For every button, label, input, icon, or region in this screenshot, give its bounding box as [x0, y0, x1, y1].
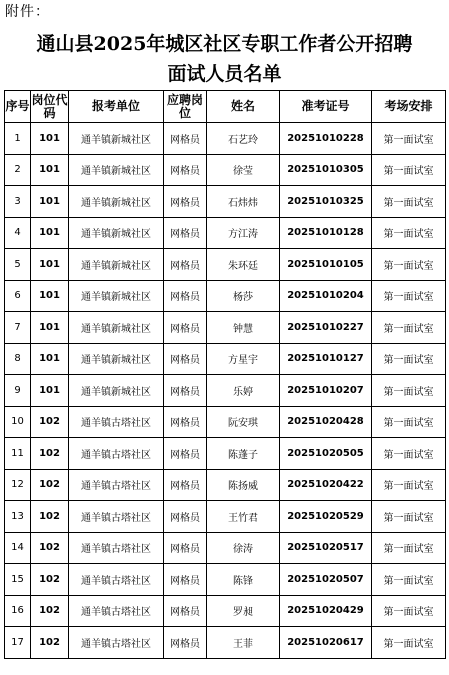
cell-room: 第一面试室: [372, 469, 446, 501]
cell-unit: 通羊镇新城社区: [69, 186, 164, 218]
cell-ticket-number: 20251010204: [280, 280, 372, 312]
document-subtitle: 面试人员名单: [167, 63, 282, 85]
cell-position: 网格员: [164, 312, 207, 344]
cell-unit: 通羊镇新城社区: [69, 217, 164, 249]
cell-name: 王竹君: [207, 501, 280, 533]
cell-ticket-number: 20251010305: [280, 154, 372, 186]
cell-seq: 13: [5, 501, 31, 533]
cell-name: 方江涛: [207, 217, 280, 249]
header-ticket-number: 准考证号: [280, 91, 372, 123]
cell-room: 第一面试室: [372, 532, 446, 564]
cell-ticket-number: 20251020422: [280, 469, 372, 501]
table-row: [5, 123, 446, 155]
cell-unit: 通羊镇古塔社区: [69, 627, 164, 659]
table-row: [5, 186, 446, 218]
cell-room: 第一面试室: [372, 154, 446, 186]
cell-room: 第一面试室: [372, 375, 446, 407]
cell-position-code: 101: [31, 312, 69, 344]
cell-position-code: 101: [31, 343, 69, 375]
cell-position: 网格员: [164, 217, 207, 249]
cell-name: 陈锋: [207, 564, 280, 596]
table-row: [5, 501, 446, 533]
cell-position-code: 102: [31, 627, 69, 659]
cell-name: 石炜炜: [207, 186, 280, 218]
cell-room: 第一面试室: [372, 501, 446, 533]
table-row: [5, 154, 446, 186]
cell-unit: 通羊镇新城社区: [69, 280, 164, 312]
cell-seq: 1: [5, 123, 31, 155]
header-name: 姓名: [207, 91, 280, 123]
cell-position: 网格员: [164, 595, 207, 627]
cell-unit: 通羊镇古塔社区: [69, 469, 164, 501]
cell-position: 网格员: [164, 627, 207, 659]
cell-position: 网格员: [164, 249, 207, 281]
cell-room: 第一面试室: [372, 186, 446, 218]
cell-seq: 2: [5, 154, 31, 186]
cell-seq: 3: [5, 186, 31, 218]
cell-position: 网格员: [164, 406, 207, 438]
header-position: 应聘岗位: [164, 91, 207, 123]
header-position-code: 岗位代码: [31, 91, 69, 123]
cell-unit: 通羊镇新城社区: [69, 154, 164, 186]
cell-unit: 通羊镇新城社区: [69, 343, 164, 375]
table-row: [5, 343, 446, 375]
cell-name: 罗昶: [207, 595, 280, 627]
cell-name: 王菲: [207, 627, 280, 659]
table-row: [5, 469, 446, 501]
cell-position: 网格员: [164, 375, 207, 407]
table-row: [5, 312, 446, 344]
cell-name: 乐婷: [207, 375, 280, 407]
cell-name: 徐莹: [207, 154, 280, 186]
cell-room: 第一面试室: [372, 249, 446, 281]
cell-room: 第一面试室: [372, 217, 446, 249]
cell-name: 陈蓬子: [207, 438, 280, 470]
cell-position: 网格员: [164, 186, 207, 218]
cell-seq: 15: [5, 564, 31, 596]
header-seq: 序号: [5, 91, 31, 123]
cell-unit: 通羊镇新城社区: [69, 312, 164, 344]
interview-roster-table: [4, 90, 446, 659]
cell-seq: 10: [5, 406, 31, 438]
cell-position-code: 102: [31, 406, 69, 438]
cell-unit: 通羊镇新城社区: [69, 123, 164, 155]
cell-ticket-number: 20251020529: [280, 501, 372, 533]
cell-room: 第一面试室: [372, 406, 446, 438]
cell-position: 网格员: [164, 564, 207, 596]
cell-ticket-number: 20251010227: [280, 312, 372, 344]
cell-position-code: 102: [31, 469, 69, 501]
cell-ticket-number: 20251020428: [280, 406, 372, 438]
cell-name: 石艺玲: [207, 123, 280, 155]
cell-unit: 通羊镇古塔社区: [69, 406, 164, 438]
cell-name: 阮安琪: [207, 406, 280, 438]
cell-seq: 8: [5, 343, 31, 375]
cell-seq: 17: [5, 627, 31, 659]
cell-position-code: 101: [31, 249, 69, 281]
cell-seq: 7: [5, 312, 31, 344]
cell-position-code: 101: [31, 123, 69, 155]
cell-seq: 11: [5, 438, 31, 470]
cell-ticket-number: 20251020507: [280, 564, 372, 596]
cell-room: 第一面试室: [372, 280, 446, 312]
cell-ticket-number: 20251010325: [280, 186, 372, 218]
cell-ticket-number: 20251020429: [280, 595, 372, 627]
table-row: [5, 375, 446, 407]
table-row: [5, 627, 446, 659]
cell-seq: 16: [5, 595, 31, 627]
cell-room: 第一面试室: [372, 312, 446, 344]
cell-ticket-number: 20251020617: [280, 627, 372, 659]
cell-room: 第一面试室: [372, 438, 446, 470]
cell-position: 网格员: [164, 438, 207, 470]
cell-unit: 通羊镇古塔社区: [69, 532, 164, 564]
cell-unit: 通羊镇新城社区: [69, 249, 164, 281]
cell-position: 网格员: [164, 501, 207, 533]
cell-ticket-number: 20251010207: [280, 375, 372, 407]
cell-name: 方星宇: [207, 343, 280, 375]
table-row: [5, 564, 446, 596]
cell-unit: 通羊镇新城社区: [69, 375, 164, 407]
cell-room: 第一面试室: [372, 595, 446, 627]
cell-position-code: 102: [31, 532, 69, 564]
cell-ticket-number: 20251010127: [280, 343, 372, 375]
cell-position-code: 102: [31, 501, 69, 533]
table-row: [5, 406, 446, 438]
cell-seq: 14: [5, 532, 31, 564]
cell-unit: 通羊镇古塔社区: [69, 595, 164, 627]
cell-unit: 通羊镇古塔社区: [69, 438, 164, 470]
table-row: [5, 249, 446, 281]
cell-room: 第一面试室: [372, 343, 446, 375]
cell-position-code: 102: [31, 438, 69, 470]
cell-position: 网格员: [164, 123, 207, 155]
cell-seq: 4: [5, 217, 31, 249]
cell-name: 徐涛: [207, 532, 280, 564]
document-title: 通山县2025年城区社区专职工作者公开招聘: [36, 33, 413, 55]
cell-position: 网格员: [164, 469, 207, 501]
table-row: [5, 438, 446, 470]
cell-position-code: 102: [31, 595, 69, 627]
cell-position-code: 101: [31, 217, 69, 249]
cell-seq: 12: [5, 469, 31, 501]
cell-name: 陈扬威: [207, 469, 280, 501]
cell-ticket-number: 20251010228: [280, 123, 372, 155]
attachment-label: 附件：: [5, 4, 50, 20]
cell-position: 网格员: [164, 532, 207, 564]
cell-unit: 通羊镇古塔社区: [69, 501, 164, 533]
cell-position: 网格员: [164, 154, 207, 186]
cell-room: 第一面试室: [372, 564, 446, 596]
cell-position-code: 101: [31, 186, 69, 218]
cell-position: 网格员: [164, 280, 207, 312]
cell-name: 钟慧: [207, 312, 280, 344]
cell-unit: 通羊镇古塔社区: [69, 564, 164, 596]
cell-ticket-number: 20251010128: [280, 217, 372, 249]
cell-position-code: 101: [31, 375, 69, 407]
cell-room: 第一面试室: [372, 123, 446, 155]
cell-position: 网格员: [164, 343, 207, 375]
table-row: [5, 217, 446, 249]
cell-position-code: 101: [31, 154, 69, 186]
table-row: [5, 532, 446, 564]
cell-name: 杨莎: [207, 280, 280, 312]
cell-name: 朱环廷: [207, 249, 280, 281]
table-row: [5, 595, 446, 627]
header-unit: 报考单位: [69, 91, 164, 123]
cell-ticket-number: 20251010105: [280, 249, 372, 281]
cell-seq: 6: [5, 280, 31, 312]
cell-ticket-number: 20251020517: [280, 532, 372, 564]
table-row: [5, 280, 446, 312]
cell-ticket-number: 20251020505: [280, 438, 372, 470]
table-header-row: [5, 91, 446, 123]
cell-position-code: 102: [31, 564, 69, 596]
cell-seq: 9: [5, 375, 31, 407]
cell-seq: 5: [5, 249, 31, 281]
cell-position-code: 101: [31, 280, 69, 312]
cell-room: 第一面试室: [372, 627, 446, 659]
header-room: 考场安排: [372, 91, 446, 123]
